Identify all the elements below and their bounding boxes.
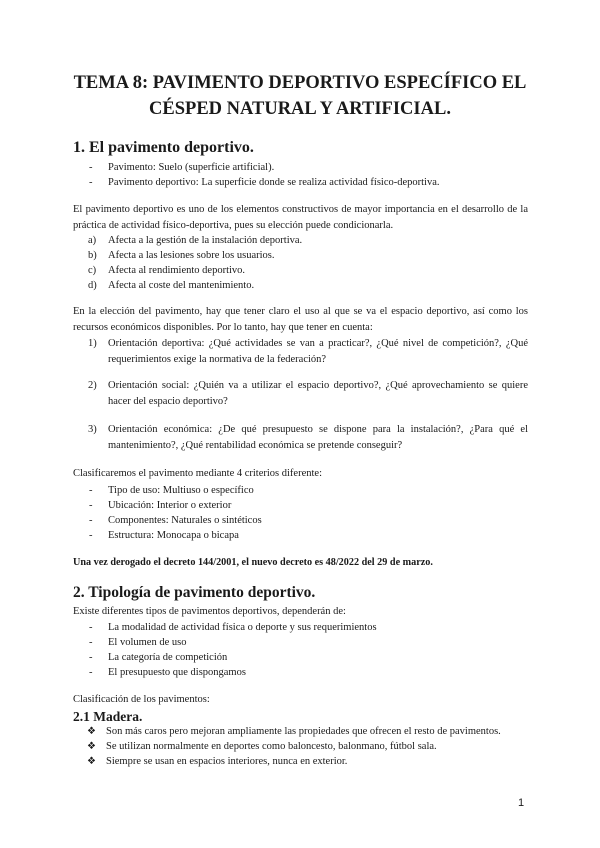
diamond-bullet-icon: ❖ [87, 726, 96, 737]
decree-note: Una vez derogado el decreto 144/2001, el nuevo decreto es 48/2022 del 29 de marzo. [73, 557, 433, 568]
choice-paragraph: En la elección del pavimento, hay que tener claro el uso al que se va el espacio deportivo, así como los recursos económicos disponibles. Por lo tanto, hay que tener en cuenta: [73, 306, 528, 333]
list-item: a) Afecta a la gestión de la instalación deportiva. [88, 235, 303, 246]
list-item: - Tipo de uso: Multiuso o específico [89, 485, 254, 496]
list-item: - Pavimento deportivo: La superficie donde se realiza actividad físico-deportiva. [89, 177, 440, 188]
list-item: ❖ Se utilizan normalmente en deportes como baloncesto, balonmano, fútbol sala. [87, 741, 437, 752]
list-item: ❖ Son más caros pero mejoran ampliamente las propiedades que ofrecen el resto de pavimentos. [87, 726, 501, 737]
diamond-bullet-icon: ❖ [87, 756, 96, 767]
criteria-list [73, 483, 533, 543]
classification-label: Clasificación de los pavimentos: [73, 694, 210, 705]
list-item: d) Afecta al coste del mantenimiento. [88, 280, 255, 291]
list-item: ❖ Siempre se usan en espacios interiores, nunca en exterior. [87, 756, 348, 767]
factors-list [73, 620, 533, 680]
orientation-item: 3) Orientación económica: ¿De qué presupuesto se dispone para la instalación?, ¿Para qué el mantenimiento?, ¿Qué rentabilidad económica se pretende conseguir? [88, 424, 528, 451]
wood-subheading: 2.1 Madera. [73, 709, 143, 724]
diamond-bullet-icon: ❖ [87, 741, 96, 752]
section-2-intro: Existe diferentes tipos de pavimentos deportivos, dependerán de: [73, 606, 346, 617]
wood-points-list [73, 724, 533, 769]
list-item: - El presupuesto que dispongamos [89, 667, 246, 678]
page-number: 1 [518, 797, 525, 809]
list-item: b) Afecta a las lesiones sobre los usuarios. [88, 250, 275, 261]
title-line-2: CÉSPED NATURAL Y ARTIFICIAL. [149, 99, 451, 119]
document-title [50, 70, 550, 122]
effects-list [88, 233, 528, 293]
title-line-1: TEMA 8: PAVIMENTO DEPORTIVO ESPECÍFICO EL [73, 73, 527, 93]
definitions-list [73, 160, 533, 190]
criteria-intro: Clasificaremos el pavimento mediante 4 criterios diferente: [73, 468, 322, 479]
orientation-item: 2) Orientación social: ¿Quién va a utilizar el espacio deportivo?, ¿Qué aprovechamiento se quiere hacer del espacio deportivo? [88, 380, 528, 407]
intro-paragraph: El pavimento deportivo es uno de los elementos constructivos de mayor importancia en el desarrollo de la práctica de actividad físico-deportiva, pues su elección puede condicionarla. [73, 204, 528, 231]
section-2-heading: 2. Tipología de pavimento deportivo. [73, 584, 316, 601]
list-item: - Pavimento: Suelo (superficie artificial). [89, 162, 275, 173]
section-1-heading: 1. El pavimento deportivo. [73, 139, 254, 156]
list-item: - Componentes: Naturales o sintéticos [89, 515, 262, 526]
list-item: c) Afecta al rendimiento deportivo. [88, 265, 246, 276]
list-item: - El volumen de uso [89, 637, 187, 648]
list-item: - La modalidad de actividad física o deporte y sus requerimientos [89, 622, 377, 633]
list-item: - Estructura: Monocapa o bicapa [89, 530, 239, 541]
list-item: - La categoría de competición [89, 652, 228, 663]
list-item: - Ubicación: Interior o exterior [89, 500, 232, 511]
orientation-item: 1) Orientación deportiva: ¿Qué actividades se van a practicar?, ¿Qué nivel de competición?, ¿Qué requerimientos exige la normativa de la federación? [88, 338, 528, 365]
